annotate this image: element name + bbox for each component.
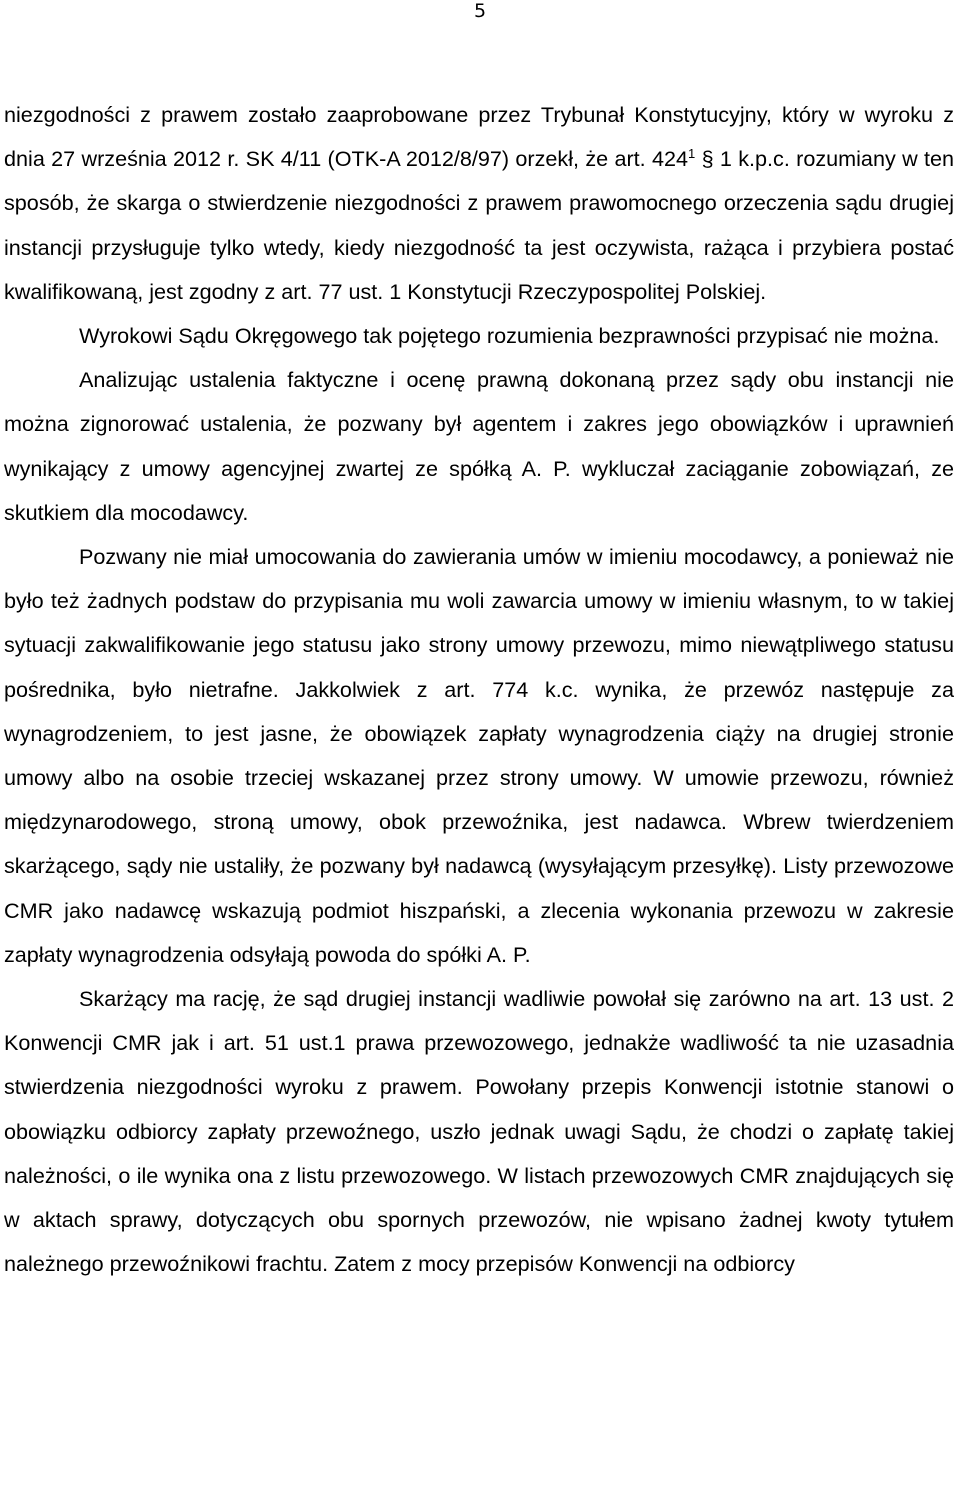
- document-body: [4, 93, 954, 1286]
- paragraph-1-text-a: niezgodności z prawem zostało zaaprobowane przez Trybunał Konstytucyjny, który w wyroku z dnia 27 września 2012 r. SK 4/11 (OTK-A 2012/8/97) orzekł, że art. 424: [4, 102, 954, 172]
- paragraph-2: Wyrokowi Sądu Okręgowego tak pojętego rozumienia bezprawności przypisać nie można.: [79, 323, 940, 349]
- superscript-1: 1: [688, 146, 696, 162]
- paragraph-5: Skarżący ma rację, że sąd drugiej instancji wadliwie powołał się zarówno na art. 13 ust. 2 Konwencji CMR jak i art. 51 ust.1 prawa przewozowego, jednakże wadliwość ta nie uzasadnia stwierdzenia niezgodności wyroku z prawem. Powołany przepis Konwencji istotnie stanowi o obowiązku odbiorcy zapłaty przewoźnego, uszło jednak uwagi Sądu, że chodzi o zapłatę takiej należności, o ile wynika ona z listu przewozowego. W listach przewozowych CMR znajdujących się w aktach sprawy, dotyczących obu spornych przewozów, nie wpisano żadnej kwoty tytułem należnego przewoźnikowi frachtu. Zatem z mocy przepisów Konwencji na odbiorcy: [4, 986, 954, 1277]
- page-number: 5: [473, 0, 487, 22]
- paragraph-1: [4, 93, 954, 314]
- paragraph-1-text-b: § 1 k.p.c. rozumiany w ten sposób, że skarga o stwierdzenie niezgodności z prawem prawomocnego orzeczenia sądu drugiej instancji przysługuje tylko wtedy, kiedy niezgodność ta jest oczywista, rażąca i przybiera postać kwalifikowaną, jest zgodny z art. 77 ust. 1 Konstytucji Rzeczypospolitej Polskiej.: [4, 146, 954, 304]
- paragraph-4: Pozwany nie miał umocowania do zawierania umów w imieniu mocodawcy, a ponieważ nie było też żadnych podstaw do przypisania mu woli zawarcia umowy w imieniu własnym, to w takiej sytuacji zakwalifikowanie jego statusu jako strony umowy przewozu, mimo niewątpliwego statusu pośrednika, było nietrafne. Jakkolwiek z art. 774 k.c. wynika, że przewóz następuje za wynagrodzeniem, to jest jasne, że obowiązek zapłaty wynagrodzenia ciąży na drugiej stronie umowy albo na osobie trzeciej wskazanej przez strony umowy. W umowie przewozu, również międzynarodowego, stroną umowy, obok przewoźnika, jest nadawca. Wbrew twierdzeniem skarżącego, sądy nie ustaliły, że pozwany był nadawcą (wysyłającym przesyłkę). Listy przewozowe CMR jako nadawcę wskazują podmiot hiszpański, a zlecenia wykonania przewozu w zakresie zapłaty wynagrodzenia odsyłają powoda do spółki A. P.: [4, 544, 954, 967]
- paragraph-3: Analizując ustalenia faktyczne i ocenę prawną dokonaną przez sądy obu instancji nie można zignorować ustalenia, że pozwany był agentem i zakres jego obowiązków i uprawnień wynikający z umowy agencyjnej zwartej ze spółką A. P. wykluczał zaciąganie zobowiązań, ze skutkiem dla mocodawcy.: [4, 367, 954, 525]
